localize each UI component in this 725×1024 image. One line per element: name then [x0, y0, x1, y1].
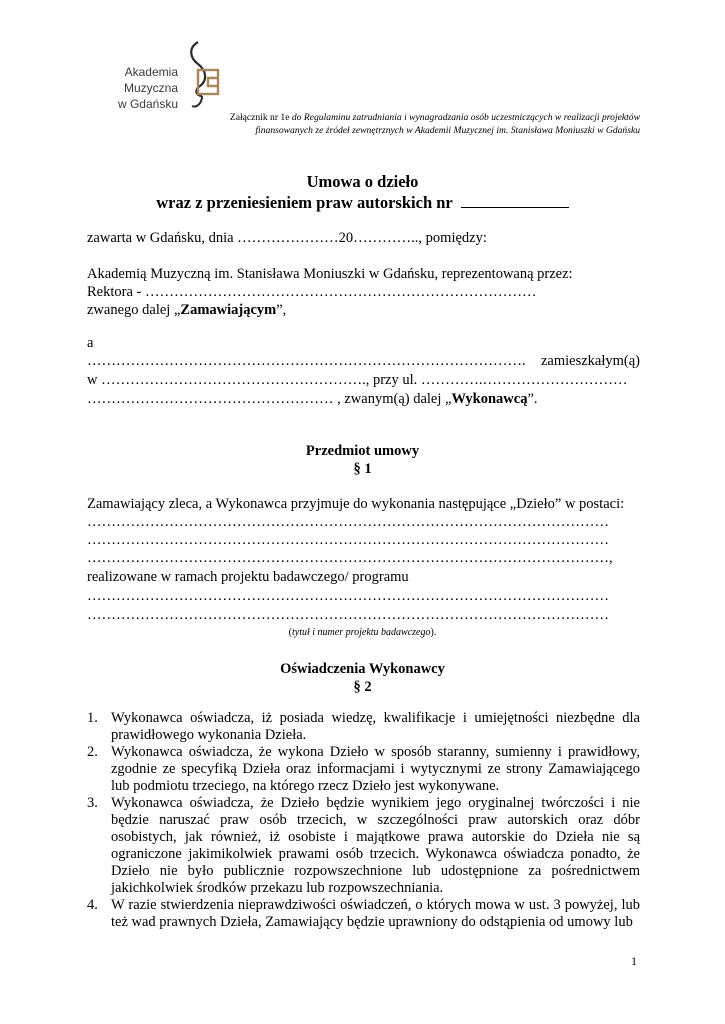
section1-text: Zamawiający zleca, a Wykonawca przyjmuje do wykonania następujące „Dzieło” w postaci:: [87, 496, 625, 512]
party1-line-1: Akademią Muzyczną im. Stanisława Moniuszki w Gdańsku, reprezentowaną przez:: [87, 266, 573, 282]
party2-dots: ……………………………………………………………………………….: [87, 353, 526, 369]
contract-subtitle-text: wraz z przeniesieniem praw autorskich nr: [156, 193, 453, 212]
logo-line-1: Akademia Muzyczna: [123, 65, 178, 95]
list-item-text: Wykonawca oświadcza, że Dzieło będzie wynikiem jego oryginalnej twórczości i nie będzie naruszać praw osób trzecich, w szczególności praw autorskich oraz dóbr osobistych, jak również, iż osobiste i majątkowe prawa autorskie do Dzieła nie są ograniczone jakimikolwiek prawami osób trzecich. Wykonawca oświadcza ponadto, że Dzieło nie było publicznie rozpowszechnione lub udostępnione za pośrednictwem jakichkolwiek środków przekazu lub rozpowszechniania.: [111, 795, 640, 896]
list-item-number: 2.: [87, 744, 98, 760]
annex-note: [160, 112, 640, 137]
party2-resident: zamieszkałym(ą): [540, 353, 640, 369]
section1-realized: realizowane w ramach projektu badawczego/ programu: [87, 569, 409, 585]
concluded-line: zawarta w Gdańsku, dnia …………………20………….., pomiędzy:: [87, 230, 487, 246]
contract-subtitle: [0, 193, 725, 213]
section1-dots-4: ………………………………………………………………………………………………: [87, 588, 609, 604]
party1-line-2: Rektora - ………………………………………………………………………: [87, 284, 537, 300]
party2-role: Wykonawcą: [451, 391, 528, 407]
section1-dots-5: ………………………………………………………………………………………………: [87, 607, 609, 623]
contract-title: Umowa o dzieło: [306, 172, 419, 191]
and-word: a: [87, 335, 94, 351]
section2-paragraph-mark: § 2: [353, 679, 372, 695]
party1-suffix: ”,: [276, 302, 287, 318]
section2-heading: Oświadczenia Wykonawcy: [280, 661, 445, 677]
page-number: 1: [631, 954, 637, 968]
section1-dots-1: ………………………………………………………………………………………………: [87, 514, 609, 530]
party1-line-3: [87, 301, 628, 319]
list-item: [87, 710, 640, 744]
section1-dots-2: ………………………………………………………………………………………………: [87, 532, 609, 548]
party1-prefix: zwanego dalej „: [87, 302, 181, 318]
party2-line-2: w ………………………………………………., przy ul. ………….…………………………: [87, 372, 628, 388]
logo-line-2: w Gdańsku: [117, 97, 178, 111]
list-item-text: Wykonawca oświadcza, iż posiada wiedzę, kwalifikacje i umiejętności niezbędne dla prawidłowego wykonania Dzieła.: [111, 710, 640, 743]
project-caption: [0, 627, 725, 638]
annex-rest: do Regulaminu zatrudniania i wynagradzania osób uczestniczących w realizacji projektów: [289, 112, 640, 123]
clef-logo-icon: [178, 40, 224, 112]
list-item-number: 1.: [87, 710, 98, 726]
party2-suffix: ”.: [527, 391, 538, 407]
annex-lead: Załącznik nr 1e: [229, 112, 290, 123]
list-item: [87, 795, 640, 897]
caption-open: (: [288, 627, 292, 638]
logo-text: [86, 64, 178, 112]
party2-line-1: [87, 352, 640, 370]
party1-role: Zamawiającym: [180, 302, 277, 318]
list-item-text: Wykonawca oświadcza, że wykona Dzieło w sposób staranny, sumienny i prawidłowy, zgodnie ze specyfiką Dzieła oraz informacjami i wytycznymi ze strony Zamawiającego lub podmiotu trzeciego, na którego rzecz Dzieło jest wykonywane.: [111, 744, 640, 794]
declarations-list: [87, 710, 640, 931]
party2-prefix: …………………………………………… , zwanym(ą) dalej „: [87, 391, 452, 407]
annex-line-2: finansowanych ze źródeł zewnętrznych w Akademii Muzycznej im. Stanisława Moniuszki w Gdańsku: [255, 124, 640, 136]
section1-dots-3: ………………………………………………………………………………………………,: [87, 550, 613, 566]
list-item-number: 3.: [87, 795, 98, 811]
section1-paragraph-mark: § 1: [353, 461, 372, 477]
section1-heading: Przedmiot umowy: [305, 443, 420, 459]
caption-close: ).: [430, 627, 437, 638]
party2-line-3: [87, 390, 628, 408]
list-item: [87, 897, 640, 931]
contract-number-blank: [461, 193, 569, 208]
academy-logo: [86, 40, 226, 112]
list-item: [87, 744, 640, 795]
list-item-number: 4.: [87, 897, 98, 913]
list-item-text: W razie stwierdzenia nieprawdziwości oświadczeń, o których mowa w ust. 3 powyżej, lub też wad prawnych Dzieła, Zamawiający będzie uprawniony do odstąpienia od umowy lub: [111, 897, 640, 930]
caption-text: tytuł i numer projektu badawczego: [292, 627, 431, 638]
annex-line-1: [160, 112, 640, 125]
